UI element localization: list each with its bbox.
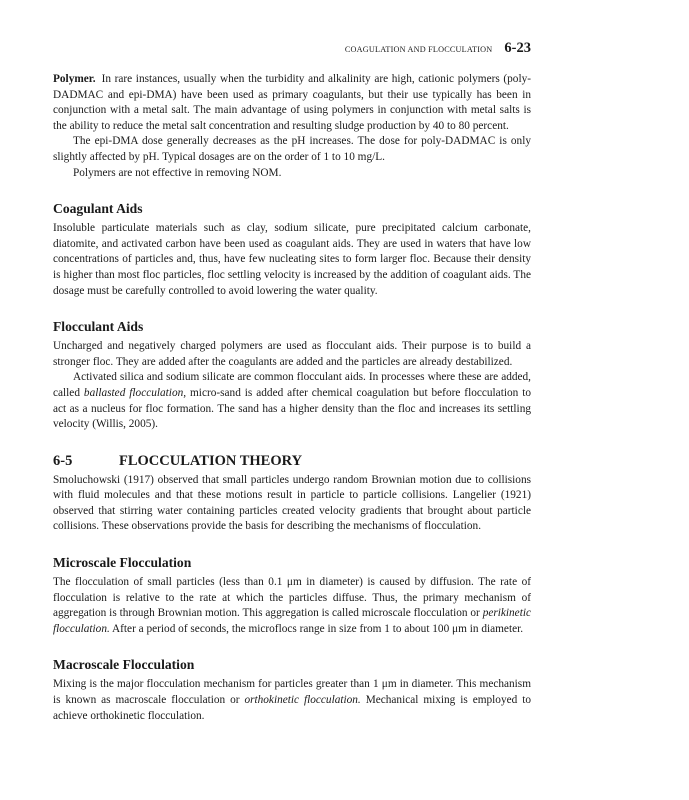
section-number: 6-5 [53, 452, 73, 469]
flocculant-aids-text-a: Activated silica and sodium silicate are common flocculant aids. In processes where these are added, called [53, 371, 531, 399]
microscale-paragraph [53, 575, 531, 637]
polymer-paragraph-2: The epi-DMA dose generally decreases as the pH increases. The dose for poly-DADMAC is only slightly affected by pH. Typical dosages are on the order of 1 to 10 mg/L. [53, 135, 531, 163]
flocculant-aids-text-b: micro-sand is added after chemical coagulation but before flocculation to act as a nucleus for floc formation. The sand has a higher density than the floc and increases its settling velocity (Willis, 2005). [53, 386, 531, 431]
flocculant-aids-term: ballasted flocculation, [83, 386, 187, 399]
microscale-text-a: The flocculation of small particles (less than 0.1 μm in diameter) is caused by diffusion. The rate of flocculation is relative to the rate at which the particles diffuse. Thus, the primary mechanism of aggregation is through Brownian motion. This aggregation is called microscale flocculation or [53, 576, 531, 620]
page-body [53, 72, 531, 724]
macroscale-heading: Macroscale Flocculation [53, 657, 195, 673]
section-intro-paragraph: Smoluchowski (1917) observed that small particles undergo random Brownian motion due to collisions with fluid molecules and that these motions result in particle to particle collisions. Langelier (1921) observed that stirring water containing particles created velocity gradients that brought about particle collisions. These observations provide the basis for describing the mechanisms of flocculation. [53, 473, 531, 533]
coagulant-aids-heading: Coagulant Aids [53, 201, 143, 217]
running-title: COAGULATION AND FLOCCULATION [344, 45, 493, 54]
section-heading [53, 452, 531, 470]
polymer-paragraph-3: Polymers are not effective in removing NOM. [73, 166, 282, 179]
flocculant-aids-paragraph-1: Uncharged and negatively charged polymers are used as flocculant aids. Their purpose is to build a stronger floc. They are added after the coagulants are added and the particles are already destabilized. [53, 340, 531, 368]
flocculant-aids-paragraph-2 [53, 370, 531, 432]
page-number: 6-23 [504, 40, 531, 56]
section-title: FLOCCULATION THEORY [119, 452, 303, 469]
flocculant-aids-heading: Flocculant Aids [53, 319, 144, 335]
macroscale-text-b: Mechanical mixing is employed to achieve orthokinetic flocculation. [53, 694, 531, 722]
macroscale-term: orthokinetic flocculation. [244, 694, 361, 707]
coagulant-aids-paragraph: Insoluble particulate materials such as clay, sodium silicate, pure precipitated calcium carbonate, diatomite, and activated carbon have been used as coagulant aids. They are used in waters that have low concentrations of particles and, thus, have few nucleating sites to form larger floc. Because their density is higher than most floc particles, floc settling velocity is increased by the addition of coagulant aids. The dosage must be carefully controlled to avoid lowering the water quality. [53, 222, 531, 297]
macroscale-paragraph [53, 677, 531, 724]
polymer-paragraph-1 [53, 72, 531, 134]
microscale-term: perikinetic flocculation. [53, 607, 531, 635]
microscale-heading: Microscale Flocculation [53, 555, 192, 571]
polymer-run-in-heading: Polymer. [53, 73, 96, 85]
macroscale-text-a: Mixing is the major flocculation mechanism for particles greater than 1 μm in diameter. This mechanism is known as macroscale flocculation or [53, 678, 531, 707]
polymer-text-1: In rare instances, usually when the turbidity and alkalinity are high, cationic polymers (poly-DADMAC and epi-DMA) have been used as primary coagulants, but their use typically has been in conjunction with a metal salt. The main advantage of using polymers in conjunction with metal salts is the ability to reduce the metal salt concentration and resulting sludge production by 40 to 80 percent. [53, 73, 531, 132]
running-head [53, 40, 531, 57]
microscale-text-b: After a period of seconds, the microflocs range in size from 1 to about 100 μm in diameter. [109, 622, 524, 635]
